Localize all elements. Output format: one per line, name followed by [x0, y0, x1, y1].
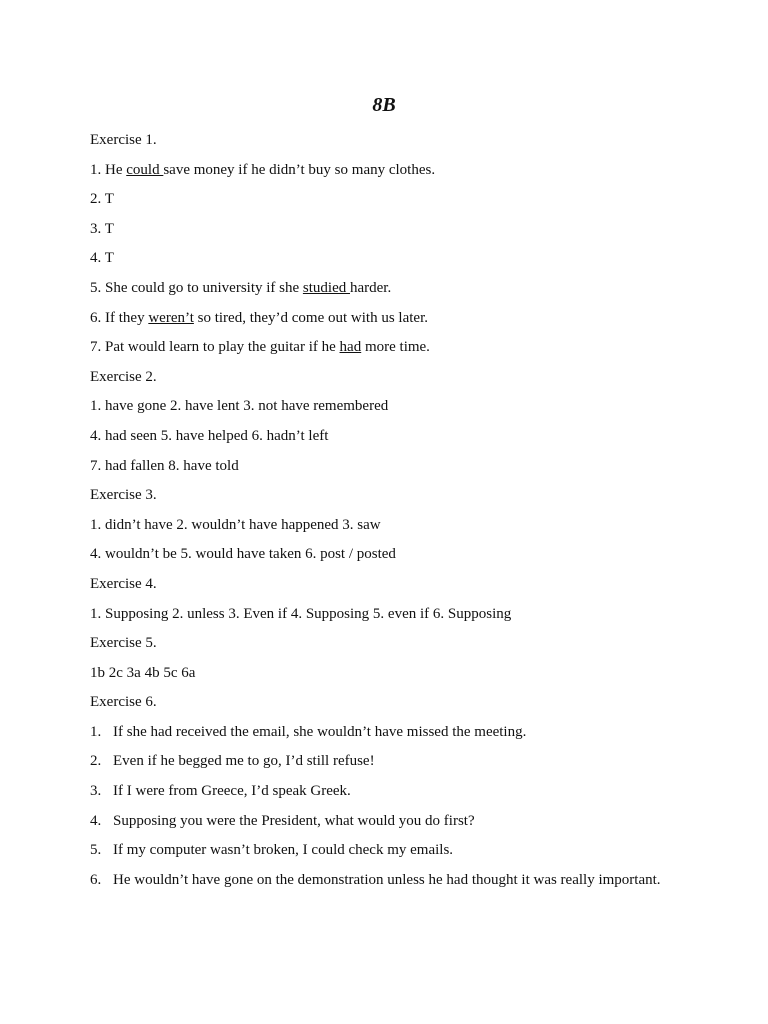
ex1-answer-3: 3. T — [90, 220, 114, 237]
exercise-3-heading: Exercise 3. — [90, 487, 157, 504]
answer-text: 7. Pat would learn to play the guitar if he — [90, 339, 340, 356]
answer-key — [90, 126, 730, 895]
answer-text: so tired, they’d come out with us later. — [193, 309, 428, 326]
ex6-item — [90, 777, 730, 807]
exercise-1-heading: Exercise 1. — [90, 132, 157, 148]
ex1-answer-2: 2. T — [90, 191, 114, 208]
item-number: 2. — [90, 753, 102, 770]
item-number: 5. — [90, 842, 102, 859]
ex2-line: 1. have gone 2. have lent 3. not have remembered — [90, 398, 389, 415]
ex6-item — [90, 718, 730, 748]
page-title: 8B — [372, 94, 396, 116]
exercise-6-heading: Exercise 6. — [90, 694, 157, 711]
item-number: 4. — [90, 812, 102, 829]
answer-text: 6. If they — [90, 309, 149, 326]
ex1-answer-1 — [90, 156, 730, 186]
answer-text: 1. He — [90, 161, 127, 178]
exercise-5-heading: Exercise 5. — [90, 635, 157, 652]
answer-text: save money if he didn’t buy so many clothes. — [163, 161, 436, 178]
ex2-line: 7. had fallen 8. have told — [90, 457, 239, 474]
ex3-line: 1. didn’t have 2. wouldn’t have happened 3. saw — [90, 516, 381, 533]
ex4-line: 1. Supposing 2. unless 3. Even if 4. Supposing 5. even if 6. Supposing — [90, 605, 512, 622]
ex3-line: 4. wouldn’t be 5. would have taken 6. post / posted — [90, 546, 396, 563]
item-text: Even if he begged me to go, I’d still refuse! — [113, 753, 375, 770]
item-number: 1. — [90, 723, 102, 740]
item-text: If she had received the email, she wouldn’t have missed the meeting. — [113, 723, 527, 740]
ex6-item — [90, 866, 730, 896]
item-number: 6. — [90, 871, 102, 888]
item-text: If my computer wasn’t broken, I could check my emails. — [113, 842, 454, 859]
answer-text: 5. She could go to university if she — [90, 279, 303, 296]
exercise-2-heading: Exercise 2. — [90, 368, 157, 385]
answer-text: harder. — [350, 279, 392, 296]
item-text: He wouldn’t have gone on the demonstration unless he had thought it was really important. — [113, 871, 661, 888]
ex2-line: 4. had seen 5. have helped 6. hadn’t left — [90, 427, 329, 444]
ex1-answer-7 — [90, 333, 730, 363]
ex6-item — [90, 836, 730, 866]
item-number: 3. — [90, 783, 102, 800]
ex5-line: 1b 2c 3a 4b 5c 6a — [90, 664, 196, 681]
exercise-4-heading: Exercise 4. — [90, 575, 157, 592]
item-text: If I were from Greece, I’d speak Greek. — [113, 783, 351, 800]
ex1-answer-4: 4. T — [90, 250, 114, 267]
ex6-item — [90, 747, 730, 777]
ex1-answer-6 — [90, 304, 730, 334]
underlined-word: weren’t — [148, 309, 194, 326]
ex1-answer-5 — [90, 274, 730, 304]
item-text: Supposing you were the President, what would you do first? — [113, 812, 475, 829]
underlined-word: had — [339, 339, 362, 356]
ex6-item — [90, 807, 730, 837]
underlined-word: studied — [302, 279, 350, 296]
answer-text: more time. — [361, 339, 430, 356]
underlined-word: could — [126, 161, 164, 178]
